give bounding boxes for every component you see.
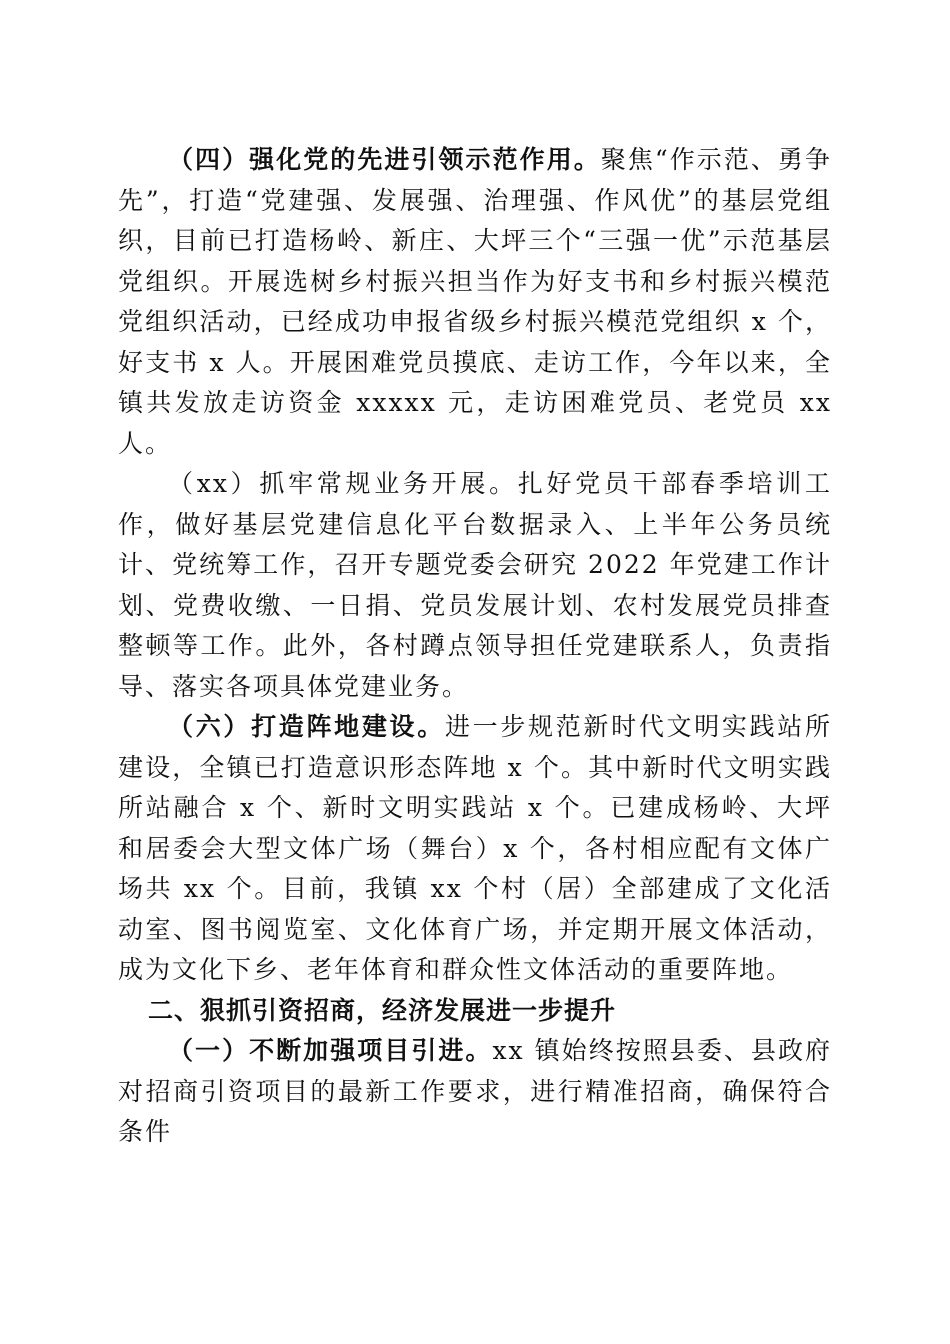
paragraph-text: 扎好党员干部春季培训工作，做好基层党建信息化平台数据录入、上半年公务员统计、党统筹工作，召开专题党委会研究 2022 年党建工作计划、党费收缴、一日捐、党员发展计划、农村发展党员排查整顿等工作。此外，各村蹲点领导担任党建联系人，负责指导、落实各项具体党建业务。 [118,469,832,701]
paragraph-text: xx 镇始终按照县委、县政府对招商引资项目的最新工作要求，进行精准招商，确保符合条件 [118,1036,832,1146]
document-body [118,140,832,1153]
paragraph-strengthen-party-leadership [118,140,832,464]
section-heading: 二、狠抓引资招商，经济发展进一步提升 [148,995,617,1025]
paragraph-lead: （六）打造阵地建设。 [168,712,445,741]
paragraph-routine-business [118,464,832,707]
paragraph-project-introduction [118,1031,832,1153]
paragraph-lead: （一）不断加强项目引进。 [168,1036,493,1065]
paragraph-lead: （四）强化党的先进引领示范作用。 [168,145,601,174]
paragraph-lead: （xx）抓牢常规业务开展。 [168,469,518,498]
paragraph-text: 进一步规范新时代文明实践站所建设，全镇已打造意识形态阵地 x 个。其中新时代文明实践所站融合 x 个、新时文明实践站 x 个。已建成杨岭、大坪和居委会大型文体广场（舞台）x 个，各村相应配有文体广场共 xx 个。目前，我镇 xx 个村（居）全部建成了文化活动室、图书阅览室、文化体育广场，并定期开展文体活动，成为文化下乡、老年体育和群众性文体活动的重要阵地。 [118,712,832,984]
paragraph-position-building [118,707,832,991]
paragraph-text: 聚焦“作示范、勇争先”，打造“党建强、发展强、治理强、作风优”的基层党组织，目前已打造杨岭、新庄、大坪三个“三强一优”示范基层党组织。开展选树乡村振兴担当作为好支书和乡村振兴模范党组织活动，已经成功申报省级乡村振兴模范党组织 x 个，好支书 x 人。开展困难党员摸底、走访工作，今年以来，全镇共发放走访资金 xxxxx 元，走访困难党员、老党员 xx 人。 [118,145,832,458]
